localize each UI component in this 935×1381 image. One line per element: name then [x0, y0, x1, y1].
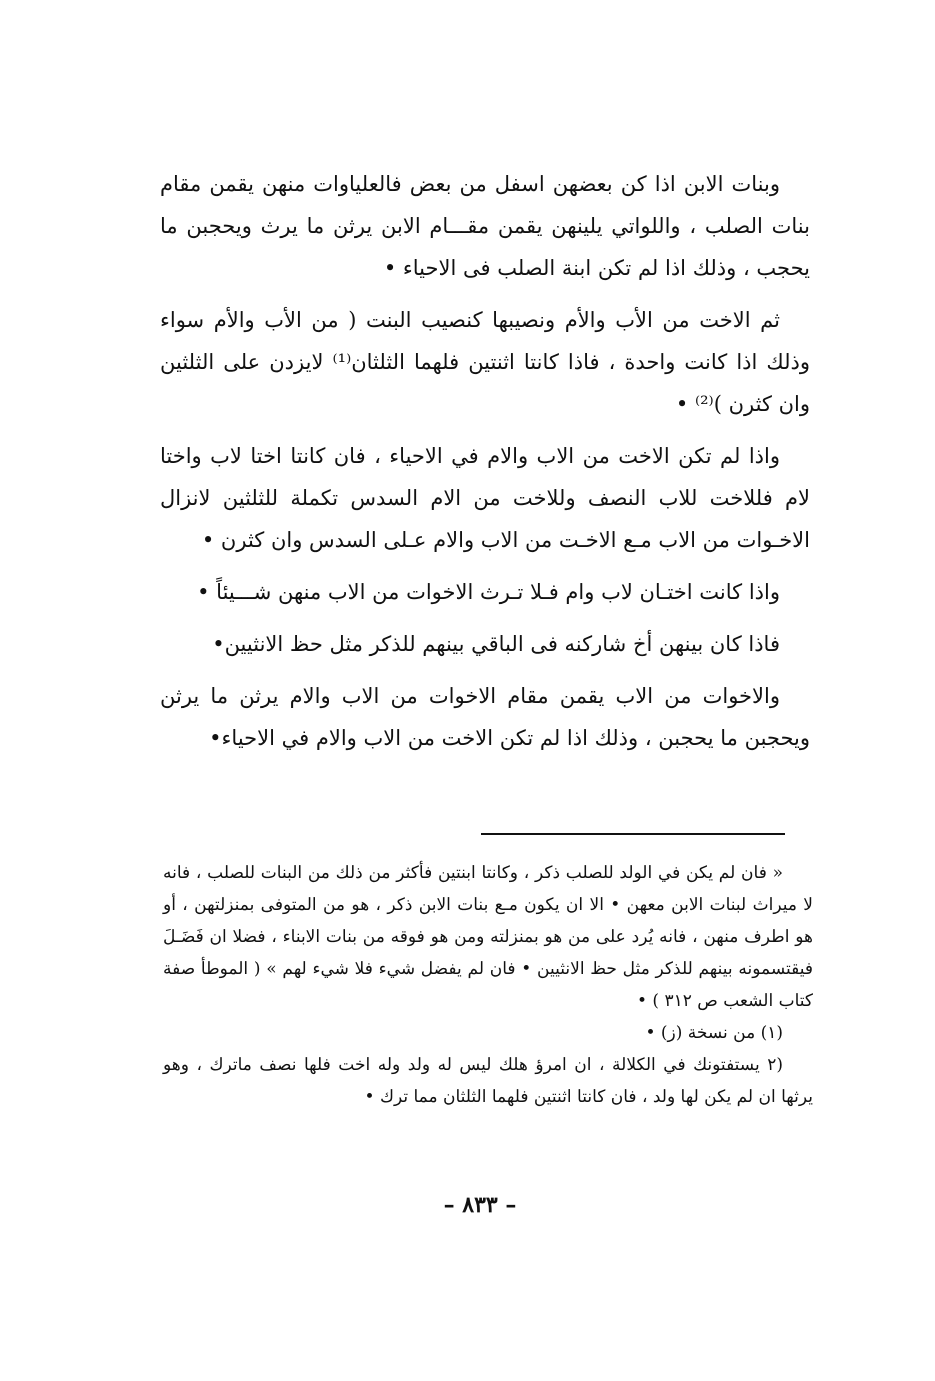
paragraph: والاخوات من الاب يقمن مقام الاخوات من الاب والام يرثن ما يرثن ويحجبن ما يحجبن ، وذلك اذا لم تكن الاخت من الاب والام في الاحياء• — [160, 684, 810, 750]
main-text-body — [160, 163, 810, 769]
footnote-quote: « فان لم يكن في الولد للصلب ذكر ، وكانتا ابنتين فأكثر من ذلك من البنات للصلب ، فانه لا ميراث لبنات الابن معهن • الا ان يكون مـع بنات الابن ذكر ، هو من المتوفى بمنزلتهن ، أو هو اطرف منهن ، فانه يُرد على من هو بمنزلته ومن هو فوقه من بنات الابناء ، فضلا ان فَضَـلَ فيقتسمونه بينهم للذكر مثل حظ الانثيين • فان لم يفضل شيء فلا شيء لهم » ( الموطأ صفة كتاب الشعب ص ٣١٢ ) • — [163, 863, 813, 1011]
footnotes — [163, 857, 813, 1113]
footnote-separator — [481, 833, 785, 835]
page-number: – ٨٣٣ – — [443, 1192, 517, 1218]
footnote-1: (١) من نسخة (ز) • — [645, 1023, 783, 1043]
paragraph: واذا لم تكن الاخت من الاب والام في الاحياء ، فان كانتا اختا لاب واختا لام فللاخت للاب النصف وللاخت من الام السدس تكملة للثلثين لانزال الاخـوات من الاب مـع الاخـت من الاب والام عـلى السدس وان كثرن • — [160, 444, 810, 552]
paragraph: ثم الاخت من الأب والأم ونصيبها كنصيب البنت ( من الأب والأم سواء وذلك اذا كانت واحدة ، فاذا كانتا اثنتين فلهما الثلثان⁽¹⁾ لايزدن على الثلثين وان كثرن )⁽²⁾ • — [160, 308, 810, 416]
footnote-2: (٢ يستفتونك في الكلالة ، ان امرؤ هلك ليس له ولد وله اخت فلها نصف ماترك ، وهو يرثها ان لم يكن لها ولد ، فان كانتا اثنتين فلهما الثلثان مما ترك • — [163, 1055, 813, 1107]
paragraph: وبنات الابن اذا كن بعضهن اسفل من بعض فالعلياوات منهن يقمن مقام بنات الصلب ، واللواتي يلينهن يقمن مقـــام الابن يرثن ما يرث ويحجبن ما يحجب ، وذلك اذا لم تكن ابنة الصلب فى الاحياء • — [160, 172, 810, 280]
paragraph: واذا كانت اختـان لاب وام فـلا تـرث الاخوات من الاب منهن شـــيئاً • — [197, 580, 780, 604]
paragraph: فاذا كان بينهن أخ شاركنه فى الباقي بينهم للذكر مثل حظ الانثيين• — [212, 632, 780, 656]
